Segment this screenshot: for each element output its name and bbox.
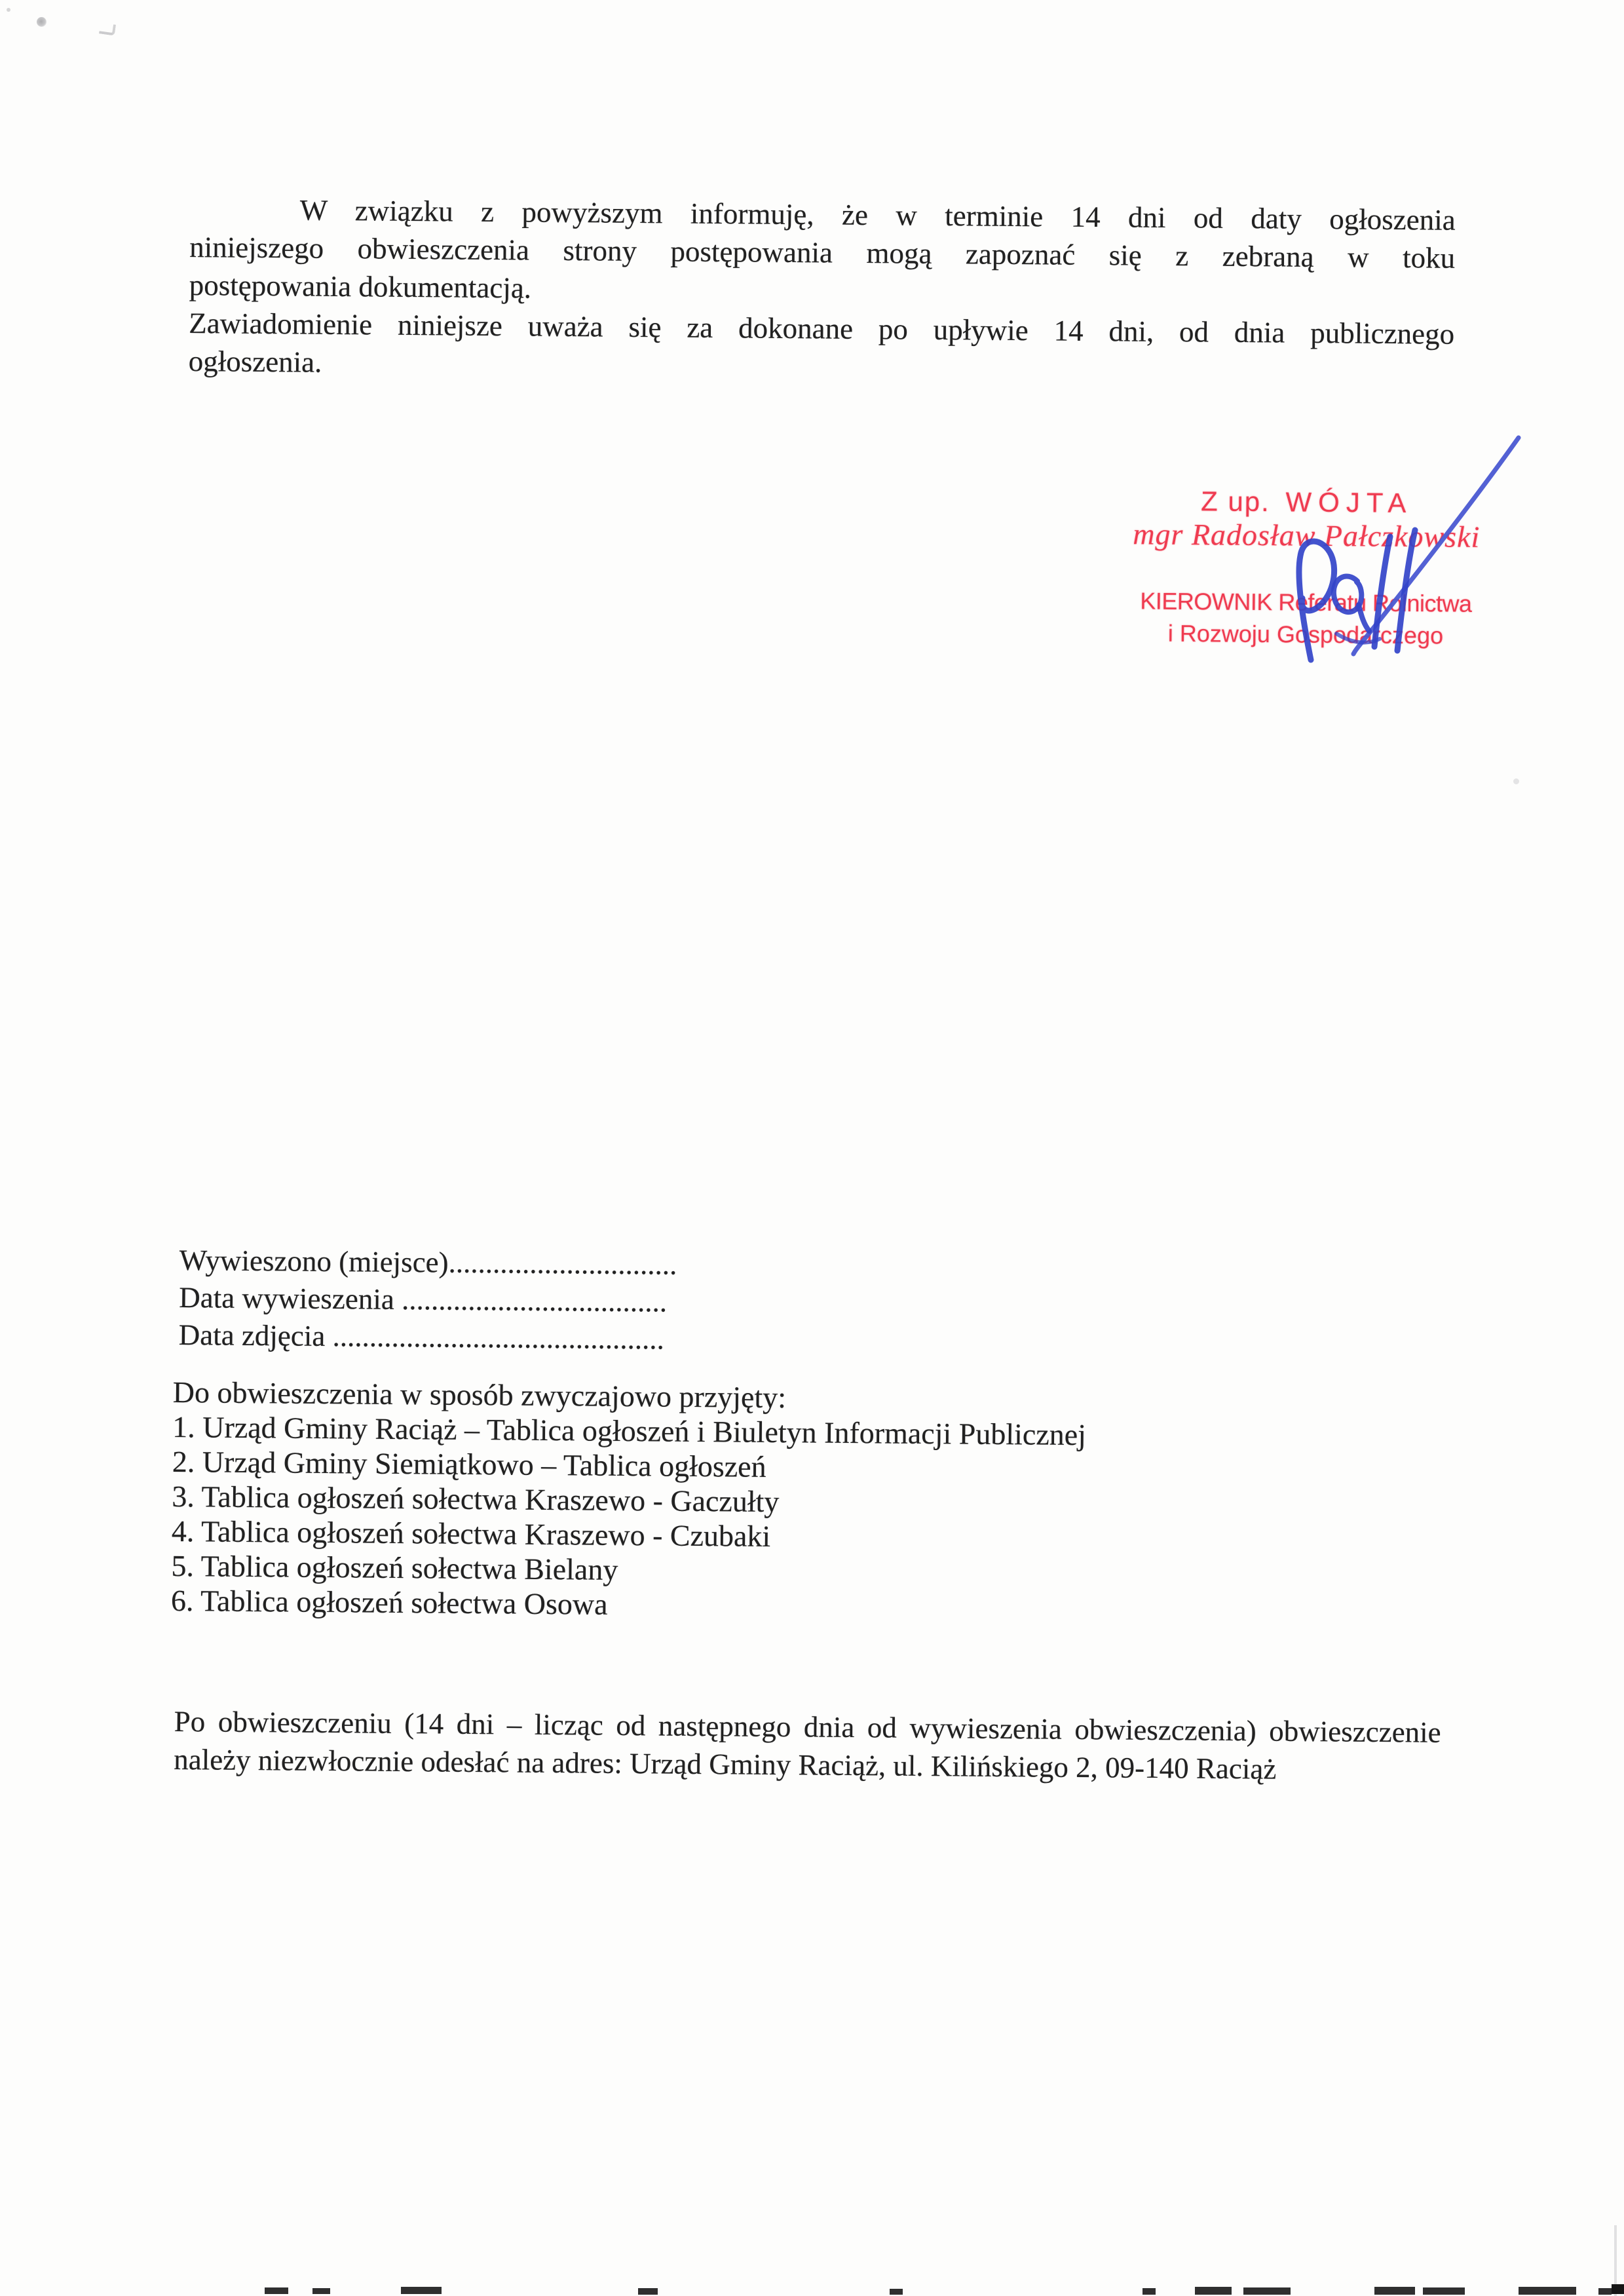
scan-bottom-dash: [1598, 2288, 1612, 2295]
intro-line: W związku z powyższym informuję, że w terminie 14 dni od daty ogłoszenia: [299, 193, 1456, 237]
scan-mark: [99, 22, 116, 35]
posting-lines: [179, 1242, 677, 1358]
posting-date-removed-line: Data zdjęcia .............................................: [178, 1318, 665, 1356]
intro-line: niniejszego obwieszczenia strony postępowania mogą zapoznać się z zebraną w toku: [189, 230, 1456, 275]
scan-bottom-dash: [1195, 2287, 1232, 2295]
distribution-item: 1. Urząd Gminy Raciąż – Tablica ogłoszeń i Biuletyn Informacji Publicznej: [172, 1409, 1087, 1452]
distribution-list: [171, 1375, 1087, 1626]
posting-place-line: Wywieszono (miejsce)...............................: [179, 1243, 677, 1281]
footer-line: należy niezwłocznie odesłać na adres: Urząd Gminy Raciąż, ul. Kilińskiego 2, 09-140 Raciąż: [174, 1742, 1277, 1786]
scan-bottom-dash: [1374, 2287, 1415, 2295]
distribution-item: 2. Urząd Gminy Siemiątkowo – Tablica ogłoszeń: [172, 1444, 766, 1483]
stamp-signer-role-2: i Rozwoju Gospodarczego: [1167, 619, 1444, 649]
intro-line: ogłoszenia.: [188, 344, 322, 379]
intro-line: postępowania dokumentacją.: [189, 268, 532, 305]
scan-bottom-dash: [890, 2289, 903, 2295]
signature-ink: [1238, 416, 1553, 698]
return-instruction-paragraph: [174, 1702, 1441, 1789]
scan-corner-dash: [1612, 2284, 1624, 2294]
scan-bottom-dash: [265, 2287, 288, 2294]
scan-bottom-dash: [1423, 2287, 1465, 2295]
scan-bottom-dash: [638, 2288, 658, 2295]
intro-paragraph: [188, 190, 1455, 391]
scan-dot: [37, 17, 47, 27]
scan-bottom-dash: [312, 2288, 330, 2294]
footer-line: Po obwieszczeniu (14 dni – licząc od następnego dnia od wywieszenia obwieszczenia) obwieszczenie: [174, 1704, 1441, 1749]
scan-faint-dot: [1513, 778, 1519, 784]
scan-bottom-dash: [401, 2287, 442, 2294]
scan-bottom-dash: [1243, 2287, 1291, 2295]
stamp-authority-prefix: Z up.: [1200, 486, 1271, 518]
stamp-signer-name: mgr Radosław Pałczkowski: [1133, 517, 1481, 554]
distribution-item: 4. Tablica ogłoszeń sołectwa Kraszewo - Czubaki: [171, 1514, 771, 1553]
distribution-item: 6. Tablica ogłoszeń sołectwa Osowa: [170, 1583, 608, 1621]
posting-date-posted-line: Data wywieszenia ....................................: [179, 1280, 668, 1318]
scan-bottom-dash: [1142, 2288, 1156, 2295]
intro-line: Zawiadomienie niniejsze uważa się za dokonane po upływie 14 dni, od dnia publicznego: [189, 306, 1455, 351]
distribution-item: 5. Tablica ogłoszeń sołectwa Bielany: [171, 1548, 618, 1586]
scan-bottom-dash: [1519, 2287, 1576, 2295]
scan-speck: [7, 8, 10, 12]
distribution-heading: Do obwieszczenia w sposób zwyczajowo przyjęty:: [172, 1375, 787, 1415]
stamp-signer-role-1: KIEROWNIK Referatu Rolnictwa: [1140, 587, 1472, 617]
distribution-item: 3. Tablica ogłoszeń sołectwa Kraszewo - Gaczułty: [172, 1479, 780, 1519]
stamp-authority-title: WÓJTA: [1285, 486, 1413, 519]
